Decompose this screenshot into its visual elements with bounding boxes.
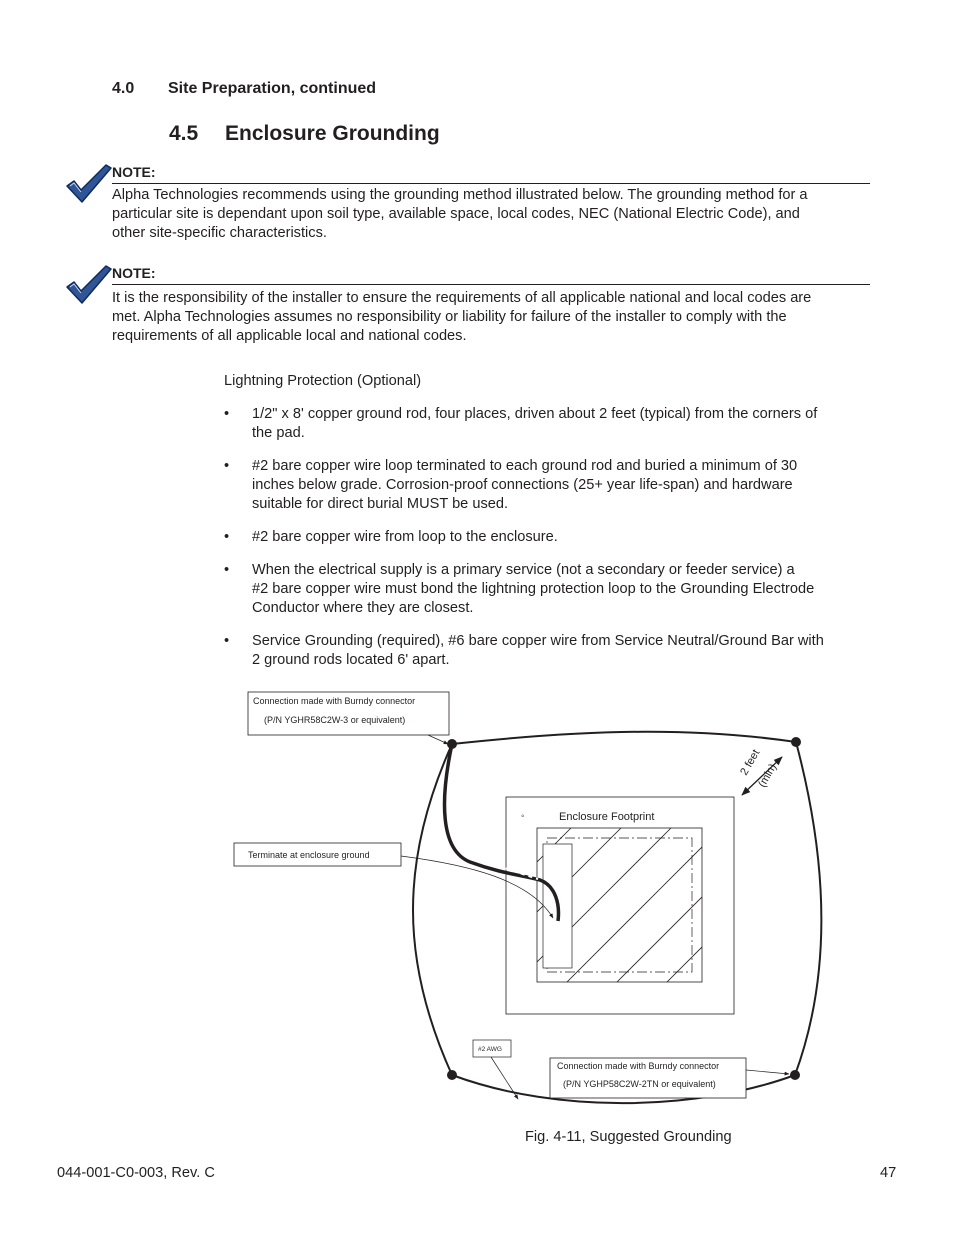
bullet-marker: •: [224, 529, 230, 545]
subsection-number: 4.5: [169, 122, 199, 145]
list-item-line: 2 ground rods located 6' apart.: [252, 652, 450, 668]
document-number: 044-001-C0-003, Rev. C: [57, 1165, 215, 1181]
note-label: NOTE:: [112, 164, 156, 180]
ground-rod-bottom-left: [447, 1070, 457, 1080]
list-item-line: #2 bare copper wire loop terminated to each ground rod and buried a minimum of 30: [252, 458, 798, 474]
section-title: Site Preparation, continued: [168, 80, 377, 97]
note-line: requirements of all applicable local and national codes.: [112, 328, 467, 344]
distance-label-min: (min): [756, 761, 780, 790]
list-item-line: #2 bare copper wire from loop to the enclosure.: [252, 529, 558, 545]
figure-caption: Fig. 4-11, Suggested Grounding: [525, 1129, 732, 1145]
bullet-marker: •: [224, 406, 230, 422]
note-line: It is the responsibility of the installer to ensure the requirements of all applicable national and local codes are: [112, 290, 812, 306]
note-line: met. Alpha Technologies assumes no responsibility or liability for failure of the installer to comply with the: [112, 309, 787, 325]
leader-line: [746, 1070, 789, 1074]
callout-bottom-line1: Connection made with Burndy connector: [557, 1061, 720, 1071]
leader-line: [428, 735, 448, 744]
footprint-symbol: ◦: [521, 811, 525, 822]
enclosure-hatch: [537, 828, 821, 992]
note-line: other site-specific characteristics.: [112, 225, 327, 241]
distance-label: 2 feet: [738, 747, 763, 778]
list-item-line: Service Grounding (required), #6 bare copper wire from Service Neutral/Ground Bar with: [252, 633, 824, 649]
ground-rod-top-right: [791, 737, 801, 747]
list-item-line: When the electrical supply is a primary service (not a secondary or feeder service) a: [252, 562, 795, 578]
callout-top-line1: Connection made with Burndy connector: [253, 696, 416, 706]
bullet-marker: •: [224, 633, 230, 649]
list-item-line: #2 bare copper wire must bond the lightning protection loop to the Grounding Electrode: [252, 581, 815, 597]
lightning-protection-intro: Lightning Protection (Optional): [224, 373, 422, 389]
page-number: 47: [880, 1165, 897, 1181]
ground-rod-bottom-right: [790, 1070, 800, 1080]
section-number: 4.0: [112, 80, 135, 97]
leader-line: [491, 1057, 518, 1099]
list-item-line: the pad.: [252, 425, 305, 441]
list-item-line: Conductor where they are closest.: [252, 600, 474, 616]
note-label: NOTE:: [112, 265, 156, 281]
callout-bottom-line2: (P/N YGHP58C2W-2TN or equivalent): [563, 1079, 716, 1089]
callout-terminate-text: Terminate at enclosure ground: [248, 850, 370, 860]
footprint-label: Enclosure Footprint: [559, 811, 655, 823]
awg-label: #2 AWG: [478, 1046, 502, 1053]
subsection-title: Enclosure Grounding: [225, 122, 440, 145]
list-item-line: inches below grade. Corrosion-proof connections (25+ year life-span) and hardware: [252, 477, 793, 493]
callout-top-line2: (P/N YGHR58C2W-3 or equivalent): [264, 715, 406, 725]
bullet-marker: •: [224, 458, 230, 474]
list-item-line: suitable for direct burial MUST be used.: [252, 496, 509, 512]
note-line: Alpha Technologies recommends using the grounding method illustrated below. The grounding method for a: [112, 187, 808, 203]
list-item-line: 1/2" x 8' copper ground rod, four places, driven about 2 feet (typical) from the corners of: [252, 406, 818, 422]
note-line: particular site is dependant upon soil type, available space, local codes, NEC (National Electric Code), and: [112, 206, 800, 222]
ground-wire-to-enclosure: [445, 744, 559, 921]
bullet-marker: •: [224, 562, 230, 578]
